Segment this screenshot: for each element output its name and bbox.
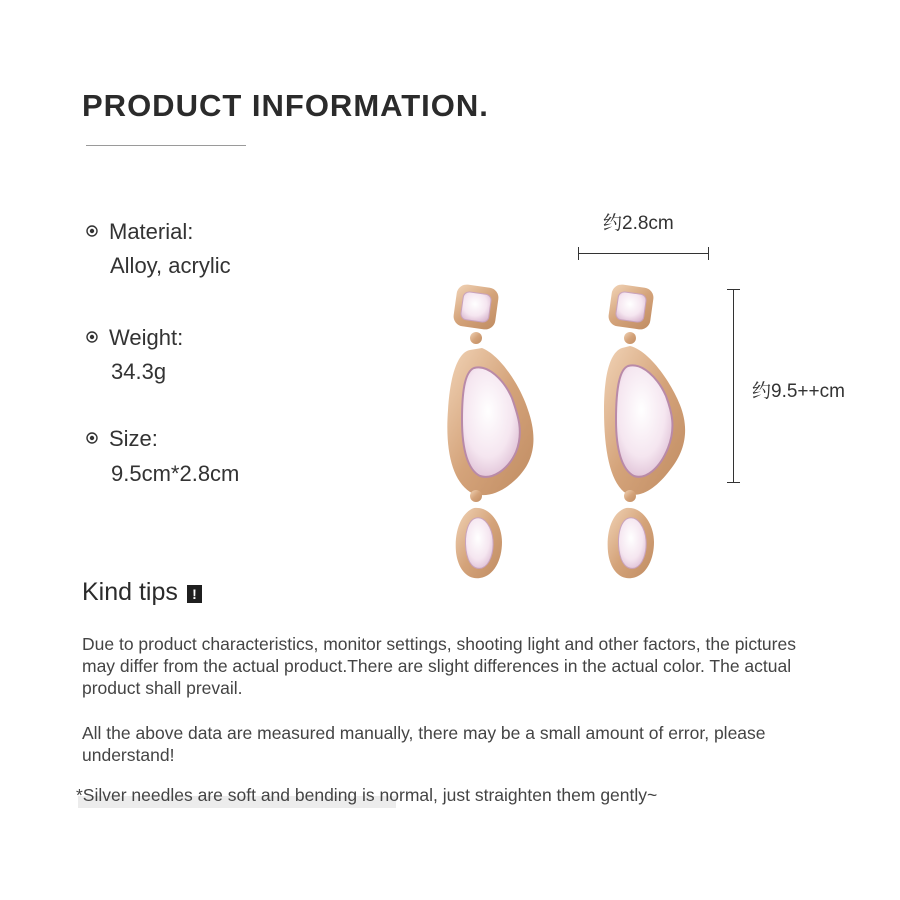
spec-value: Alloy, acrylic [110,253,231,278]
tips-paragraph: Due to product characteristics, monitor settings, shooting light and other factors, the pictures may differ from the actual product.There are slight differences in the actual color. The actual product shall prevail. [82,634,796,698]
page-title: PRODUCT INFORMATION. [82,88,489,123]
exclamation-icon: ! [187,585,202,603]
left-earring [447,283,533,578]
width-dimension-line [578,253,709,254]
spec-label: Material: [109,219,194,244]
spec-value: 9.5cm*2.8cm [111,461,240,486]
tips-paragraph: All the above data are measured manually, there may be a small amount of error, please understand! [82,723,766,765]
height-dimension-line [733,289,734,483]
height-dimension-label: 约9.5++cm [752,381,845,402]
title-divider [86,145,246,146]
silver-needle-note: *Silver needles are soft and bending is normal, just straighten them gently~ [76,785,658,805]
width-dimension-tick [708,247,709,260]
width-dimension-tick [578,247,579,260]
earrings-image [440,280,720,590]
height-dimension-tick [727,482,740,483]
width-dimension-label: 约2.8cm [603,213,674,234]
height-dimension-tick [727,289,740,290]
kind-tips-title: Kind tips [82,578,178,606]
spec-label: Size: [109,426,158,451]
target-bullet-icon [86,331,98,343]
right-earring [604,283,685,578]
target-bullet-icon [86,225,98,237]
spec-label: Weight: [109,325,184,350]
target-bullet-icon [86,432,98,444]
spec-value: 34.3g [111,359,167,384]
